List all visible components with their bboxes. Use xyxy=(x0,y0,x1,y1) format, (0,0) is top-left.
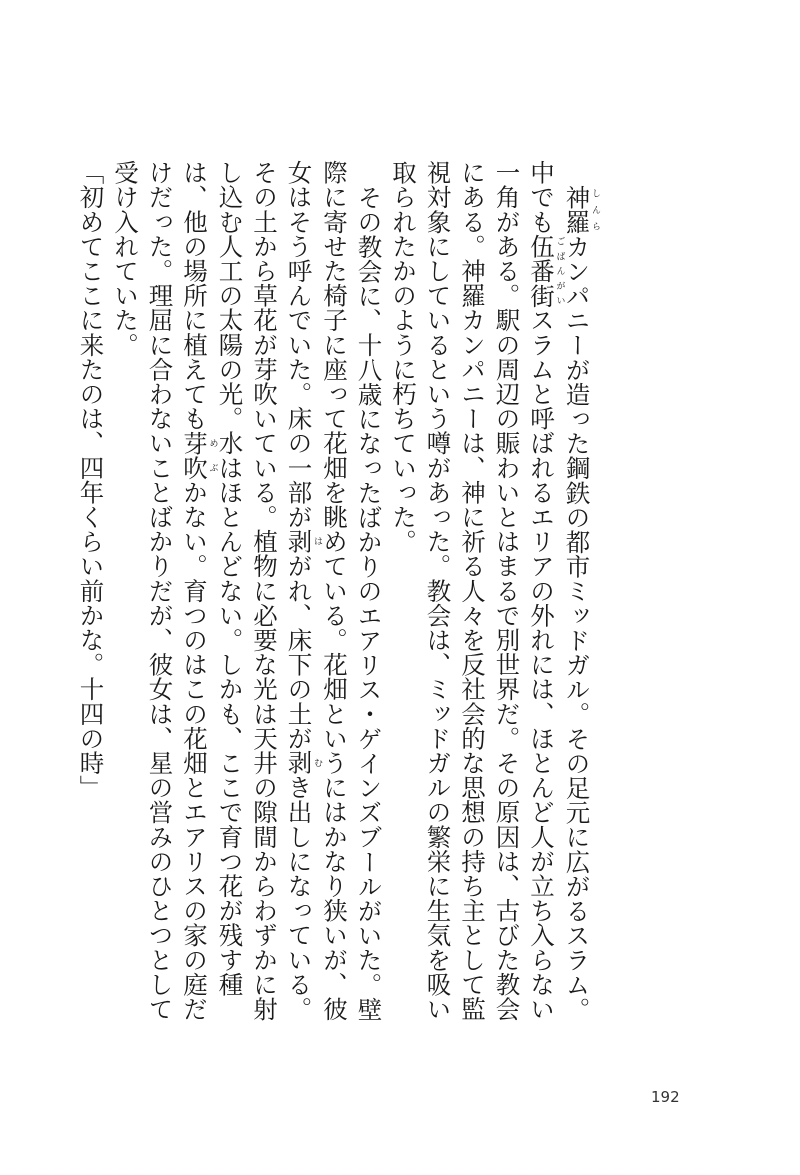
ruby-gobangai: 伍番街ごばんがい xyxy=(527,233,565,308)
page-number: 192 xyxy=(651,1088,680,1106)
ruby-mu: 剥む xyxy=(284,750,322,776)
ruby-ha: 剥は xyxy=(284,529,322,554)
vertical-text-body xyxy=(73,160,600,1040)
paragraph-2: その教会に、十八歳になったばかりのエアリス・ゲインズブールがいた。壁際に寄せた椅子に座って花畑を眺めている。花畑というにはかなり狭いが、彼女はそう呼んでいた。床の一部が剥はがれ、床下の土が剥むき出しになっている。その土から草花が芽吹いている。植物に必要な光は天井の隙間からわずかに射し込む人工の太陽の光。水はほとんどない。しかも、ここで育つ花が残す種は、他の場所に植えても芽吹めぶかない。育つのはこの花畑とエアリスの家の庭だけだった。理屈に合わないことばかりだが、彼女は、星の営みのひとつとして受け入れていた。 xyxy=(111,160,384,1022)
dialogue-line: 「初めてここに来たのは、四年くらい前かな。十四の時」 xyxy=(76,160,106,800)
paragraph-1: 神羅しんらカンパニーが造った鋼鉄の都市ミッドガル。その足元に広がるスラム。中でも伍番街ごばんがいスラムと呼ばれるエリアの外れには、ほとんど人が立ち入らない一角がある。駅の周辺の賑わいとはまるで別世界だ。その原因は、古びた教会にある。神羅カンパニーは、神に祈る人々を反社会的な思想の持ち主として監視対象にしているという噂があった。教会は、ミッドガルの繁栄に生気を吸い取られたかのように朽ちていった。 xyxy=(389,160,600,1022)
ruby-mebu: 芽吹めぶ xyxy=(180,430,218,480)
ruby-shinra: 神羅しんら xyxy=(562,184,600,234)
